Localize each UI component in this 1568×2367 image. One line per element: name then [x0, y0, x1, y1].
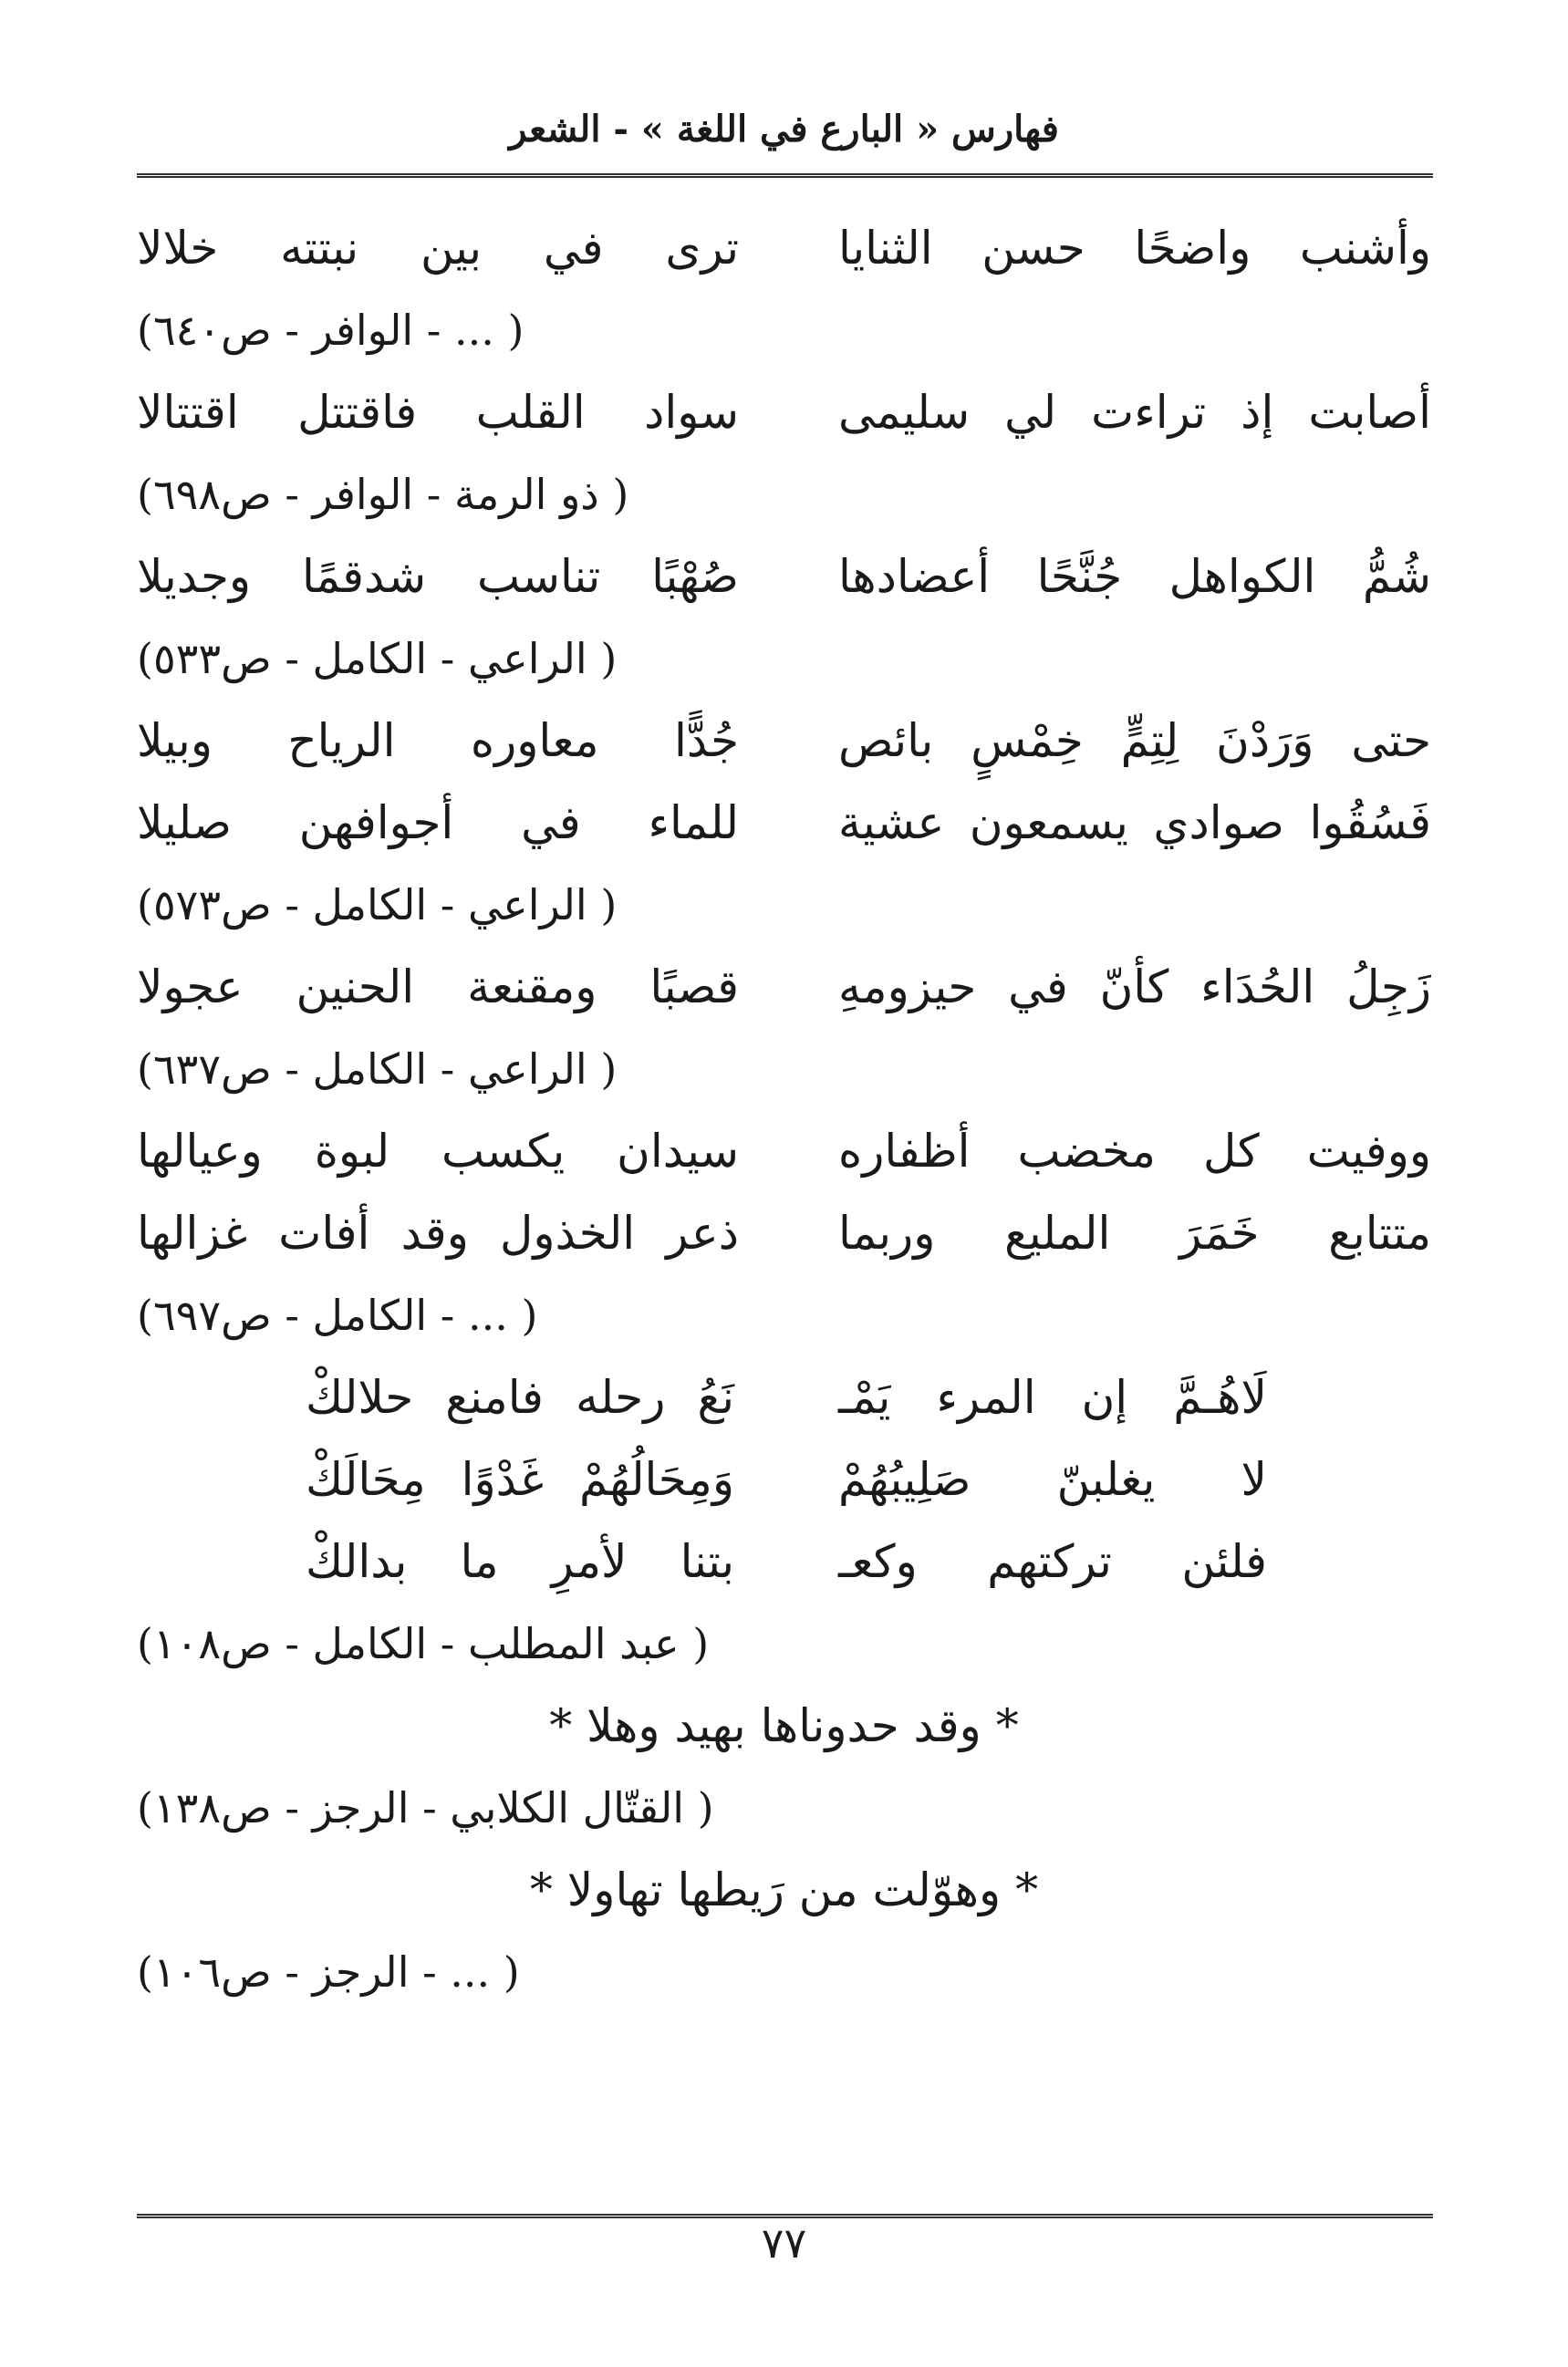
hemistich-first-short: لَاهُـمَّ إن المرء يَمْـ	[838, 1371, 1267, 1424]
citation: ( عبد المطلب - الكامل - ص١٠٨)	[137, 1619, 710, 1668]
hemistich-second: صُهْبًا تناسب شدقمًا وجديلا	[137, 550, 739, 603]
hemistich-first-short: لا يغلبنّ صَلِيبُهُمْ	[838, 1453, 1267, 1506]
hemistich-first: أصابت إذ تراءت لي سليمى	[838, 386, 1431, 439]
hemistich-first: شُمُّ الكواهل جُنَّحًا أعضادها	[838, 550, 1431, 603]
hemistich-second: سيدان يكسب لبوة وعيالها	[137, 1125, 739, 1178]
rajaz-verse: * وقد حدوناها بهيد وهلا *	[549, 1699, 1019, 1752]
hemistich-second: جُدًّا معاوره الرياح وبيلا	[137, 714, 739, 767]
hemistich-second: ذعر الخذول وقد أفات غزالها	[137, 1207, 739, 1260]
citation: ( الراعي - الكامل - ص٦٣٧)	[137, 1044, 618, 1094]
citation: ( القتّال الكلابي - الرجز - ص١٣٨)	[137, 1783, 714, 1832]
citation: ( ذو الرمة - الوافر - ص٦٩٨)	[137, 470, 629, 519]
citation: ( ... - الرجز - ص١٠٦)	[137, 1947, 520, 1997]
hemistich-first: فَسُقُوا صوادي يسمعون عشية	[838, 796, 1431, 849]
citation: ( الراعي - الكامل - ص٥٣٣)	[137, 634, 618, 683]
hemistich-second: سواد القلب فاقتتل اقتتالا	[137, 386, 739, 439]
header-rule	[137, 173, 1433, 178]
hemistich-second-short: نَعُ رحله فامنع حلالكْ	[306, 1371, 734, 1424]
hemistich-second: للماء في أجوافهن صليلا	[137, 796, 739, 849]
hemistich-second: ترى في بين نبتته خلالا	[137, 222, 739, 275]
citation: ( الراعي - الكامل - ص٥٧٣)	[137, 880, 618, 929]
running-header: فهارس « البارع في اللغة » - الشعر	[509, 108, 1059, 151]
hemistich-second: قصبًا ومقنعة الحنين عجولا	[137, 960, 739, 1013]
page-number: ٧٧	[761, 2218, 807, 2268]
citation: ( ... - الوافر - ص٦٤٠)	[137, 306, 524, 355]
hemistich-first: متتابع خَمَرَ المليع وربما	[838, 1207, 1431, 1260]
hemistich-first: زَجِلُ الحُدَاء كأنّ في حيزومهِ	[838, 960, 1431, 1013]
rajaz-verse: * وهوّلت من رَيطها تهاولا *	[529, 1863, 1039, 1916]
hemistich-first: وأشنب واضحًا حسن الثنايا	[838, 222, 1431, 275]
hemistich-second-short: وَمِحَالُهُمْ غَدْوًا مِحَالَكْ	[306, 1453, 734, 1506]
citation: ( ... - الكامل - ص٦٩٧)	[137, 1291, 538, 1340]
hemistich-first: ووفيت كل مخضب أظفاره	[838, 1125, 1431, 1178]
hemistich-first-short: فلئن تركتهم وكعـ	[838, 1535, 1267, 1588]
hemistich-first: حتى وَرَدْنَ لِتِمٍّ خِمْسٍ بائص	[838, 714, 1431, 767]
hemistich-second-short: بتنا لأمرِ ما بدالكْ	[306, 1535, 734, 1588]
